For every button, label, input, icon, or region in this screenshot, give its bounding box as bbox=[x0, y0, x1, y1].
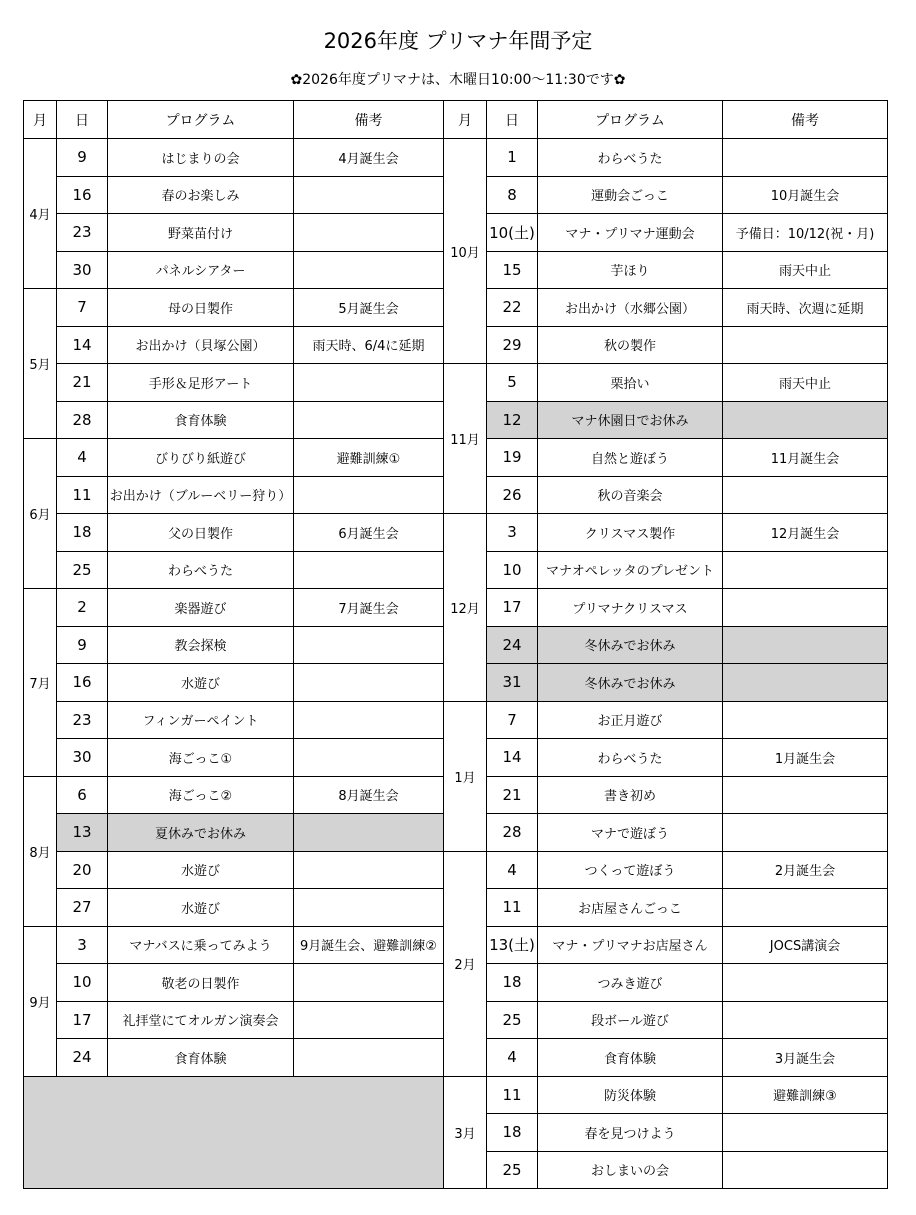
day-cell: 25 bbox=[487, 1151, 538, 1189]
day-cell: 7 bbox=[57, 289, 108, 327]
note-cell bbox=[294, 701, 444, 739]
day-cell: 11 bbox=[487, 889, 538, 927]
note-cell: 11月誕生会 bbox=[723, 439, 888, 477]
program-cell: 教会探検 bbox=[108, 626, 294, 664]
day-cell: 4 bbox=[487, 851, 538, 889]
program-cell: お出かけ（水郷公園） bbox=[538, 289, 723, 327]
program-cell: 水遊び bbox=[108, 889, 294, 927]
day-cell: 10 bbox=[487, 551, 538, 589]
day-cell: 12 bbox=[487, 401, 538, 439]
note-cell: 6月誕生会 bbox=[294, 514, 444, 552]
month-cell: 9月 bbox=[24, 926, 57, 1076]
month-cell: 2月 bbox=[444, 851, 487, 1076]
annual-schedule-table bbox=[23, 100, 888, 1189]
day-cell: 26 bbox=[487, 476, 538, 514]
program-cell: 母の日製作 bbox=[108, 289, 294, 327]
day-cell: 16 bbox=[57, 664, 108, 702]
note-cell bbox=[294, 476, 444, 514]
note-cell bbox=[294, 889, 444, 927]
day-cell: 28 bbox=[487, 814, 538, 852]
program-cell: 防災体験 bbox=[538, 1076, 723, 1114]
program-cell: フィンガーペイント bbox=[108, 701, 294, 739]
note-cell bbox=[294, 401, 444, 439]
program-cell: おしまいの会 bbox=[538, 1151, 723, 1189]
day-cell: 18 bbox=[57, 514, 108, 552]
day-cell: 23 bbox=[57, 214, 108, 252]
program-cell: パネルシアター bbox=[108, 251, 294, 289]
program-cell: 父の日製作 bbox=[108, 514, 294, 552]
note-cell: 8月誕生会 bbox=[294, 776, 444, 814]
program-cell: 礼拝堂にてオルガン演奏会 bbox=[108, 1001, 294, 1039]
month-cell: 8月 bbox=[24, 776, 57, 926]
day-cell: 17 bbox=[57, 1001, 108, 1039]
program-cell: 春を見つけよう bbox=[538, 1114, 723, 1152]
note-cell: 4月誕生会 bbox=[294, 139, 444, 177]
day-cell: 7 bbox=[487, 701, 538, 739]
month-cell: 6月 bbox=[24, 439, 57, 589]
day-cell: 14 bbox=[487, 739, 538, 777]
program-cell: お店屋さんごっこ bbox=[538, 889, 723, 927]
day-cell: 10 bbox=[57, 964, 108, 1002]
program-cell: 海ごっこ① bbox=[108, 739, 294, 777]
day-cell: 13 bbox=[57, 814, 108, 852]
day-cell: 3 bbox=[57, 926, 108, 964]
month-cell: 7月 bbox=[24, 589, 57, 777]
note-cell bbox=[294, 814, 444, 852]
day-cell: 30 bbox=[57, 251, 108, 289]
program-cell: お正月遊び bbox=[538, 701, 723, 739]
note-cell: 雨天時、6/4に延期 bbox=[294, 326, 444, 364]
day-cell: 25 bbox=[487, 1001, 538, 1039]
program-cell: 書き初め bbox=[538, 776, 723, 814]
page-title: 2026年度 プリマナ年間予定 bbox=[323, 29, 593, 53]
program-cell: マナで遊ぼう bbox=[538, 814, 723, 852]
note-cell bbox=[723, 551, 888, 589]
program-cell: 芋ほり bbox=[538, 251, 723, 289]
header-day: 日 bbox=[487, 101, 538, 139]
note-cell bbox=[723, 1114, 888, 1152]
note-cell bbox=[294, 251, 444, 289]
header-note: 備考 bbox=[723, 101, 888, 139]
month-cell: 4月 bbox=[24, 139, 57, 289]
note-cell bbox=[723, 1151, 888, 1189]
program-cell: 野菜苗付け bbox=[108, 214, 294, 252]
program-cell: 春のお楽しみ bbox=[108, 176, 294, 214]
header-note: 備考 bbox=[294, 101, 444, 139]
program-cell: 秋の製作 bbox=[538, 326, 723, 364]
program-cell: 手形＆足形アート bbox=[108, 364, 294, 402]
program-cell: クリスマス製作 bbox=[538, 514, 723, 552]
program-cell: 海ごっこ② bbox=[108, 776, 294, 814]
program-cell: 食育体験 bbox=[538, 1039, 723, 1077]
day-cell: 24 bbox=[487, 626, 538, 664]
note-cell: 12月誕生会 bbox=[723, 514, 888, 552]
day-cell: 17 bbox=[487, 589, 538, 627]
program-cell: 冬休みでお休み bbox=[538, 664, 723, 702]
day-cell: 4 bbox=[487, 1039, 538, 1077]
program-cell: マナオペレッタのプレゼント bbox=[538, 551, 723, 589]
table-row bbox=[24, 364, 888, 402]
month-cell: 11月 bbox=[444, 364, 487, 514]
note-cell: 9月誕生会、避難訓練② bbox=[294, 926, 444, 964]
note-cell: 雨天時、次週に延期 bbox=[723, 289, 888, 327]
header-month: 月 bbox=[444, 101, 487, 139]
day-cell: 28 bbox=[57, 401, 108, 439]
note-cell bbox=[723, 776, 888, 814]
note-cell bbox=[294, 964, 444, 1002]
day-cell: 3 bbox=[487, 514, 538, 552]
program-cell: はじまりの会 bbox=[108, 139, 294, 177]
program-cell: 段ボール遊び bbox=[538, 1001, 723, 1039]
note-cell: 雨天中止 bbox=[723, 251, 888, 289]
program-cell: びりびり紙遊び bbox=[108, 439, 294, 477]
program-cell: 敬老の日製作 bbox=[108, 964, 294, 1002]
program-cell: わらべうた bbox=[538, 139, 723, 177]
month-cell: 3月 bbox=[444, 1076, 487, 1189]
note-cell bbox=[723, 701, 888, 739]
table-row bbox=[24, 701, 888, 739]
day-cell: 9 bbox=[57, 139, 108, 177]
day-cell: 14 bbox=[57, 326, 108, 364]
note-cell: 雨天中止 bbox=[723, 364, 888, 402]
note-cell: JOCS講演会 bbox=[723, 926, 888, 964]
note-cell: 10月誕生会 bbox=[723, 176, 888, 214]
month-cell: 5月 bbox=[24, 289, 57, 439]
month-cell: 10月 bbox=[444, 139, 487, 364]
note-cell bbox=[723, 964, 888, 1002]
header-program: プログラム bbox=[108, 101, 294, 139]
note-cell bbox=[723, 626, 888, 664]
day-cell: 4 bbox=[57, 439, 108, 477]
header-program: プログラム bbox=[538, 101, 723, 139]
note-cell bbox=[294, 851, 444, 889]
note-cell bbox=[723, 889, 888, 927]
day-cell: 6 bbox=[57, 776, 108, 814]
note-cell: 予備日：10/12(祝・月) bbox=[723, 214, 888, 252]
note-cell bbox=[294, 739, 444, 777]
day-cell: 9 bbox=[57, 626, 108, 664]
day-cell: 10(土) bbox=[487, 214, 538, 252]
program-cell: 食育体験 bbox=[108, 1039, 294, 1077]
note-cell bbox=[723, 589, 888, 627]
program-cell: プリマナクリスマス bbox=[538, 589, 723, 627]
empty-gray-block bbox=[24, 1076, 444, 1189]
note-cell bbox=[723, 1001, 888, 1039]
day-cell: 13(土) bbox=[487, 926, 538, 964]
day-cell: 11 bbox=[487, 1076, 538, 1114]
note-cell bbox=[294, 214, 444, 252]
program-cell: マナバスに乗ってみよう bbox=[108, 926, 294, 964]
note-cell bbox=[723, 139, 888, 177]
header-month: 月 bbox=[24, 101, 57, 139]
day-cell: 8 bbox=[487, 176, 538, 214]
day-cell: 21 bbox=[57, 364, 108, 402]
program-cell: 運動会ごっこ bbox=[538, 176, 723, 214]
month-cell: 1月 bbox=[444, 701, 487, 851]
note-cell bbox=[723, 476, 888, 514]
note-cell bbox=[294, 364, 444, 402]
day-cell: 23 bbox=[57, 701, 108, 739]
note-cell: 1月誕生会 bbox=[723, 739, 888, 777]
note-cell bbox=[723, 326, 888, 364]
program-cell: 秋の音楽会 bbox=[538, 476, 723, 514]
table-row bbox=[24, 851, 888, 889]
note-cell bbox=[723, 664, 888, 702]
day-cell: 18 bbox=[487, 1114, 538, 1152]
note-cell bbox=[294, 551, 444, 589]
note-cell: 5月誕生会 bbox=[294, 289, 444, 327]
program-cell: 水遊び bbox=[108, 664, 294, 702]
program-cell: マナ・プリマナ運動会 bbox=[538, 214, 723, 252]
day-cell: 25 bbox=[57, 551, 108, 589]
program-cell: つみき遊び bbox=[538, 964, 723, 1002]
note-cell bbox=[294, 664, 444, 702]
table-row bbox=[24, 139, 888, 177]
program-cell: 自然と遊ぼう bbox=[538, 439, 723, 477]
note-cell bbox=[294, 176, 444, 214]
program-cell: 水遊び bbox=[108, 851, 294, 889]
header-row bbox=[24, 101, 888, 139]
program-cell: 楽器遊び bbox=[108, 589, 294, 627]
note-cell bbox=[723, 814, 888, 852]
note-cell: 7月誕生会 bbox=[294, 589, 444, 627]
day-cell: 30 bbox=[57, 739, 108, 777]
day-cell: 22 bbox=[487, 289, 538, 327]
day-cell: 31 bbox=[487, 664, 538, 702]
day-cell: 27 bbox=[57, 889, 108, 927]
day-cell: 29 bbox=[487, 326, 538, 364]
table-row bbox=[24, 1076, 888, 1114]
day-cell: 5 bbox=[487, 364, 538, 402]
program-cell: わらべうた bbox=[108, 551, 294, 589]
note-cell: 3月誕生会 bbox=[723, 1039, 888, 1077]
day-cell: 18 bbox=[487, 964, 538, 1002]
note-cell bbox=[294, 626, 444, 664]
month-cell: 12月 bbox=[444, 514, 487, 702]
day-cell: 16 bbox=[57, 176, 108, 214]
program-cell: マナ休園日でお休み bbox=[538, 401, 723, 439]
note-cell bbox=[723, 401, 888, 439]
day-cell: 20 bbox=[57, 851, 108, 889]
program-cell: 冬休みでお休み bbox=[538, 626, 723, 664]
table-row bbox=[24, 514, 888, 552]
day-cell: 19 bbox=[487, 439, 538, 477]
note-cell bbox=[294, 1039, 444, 1077]
day-cell: 2 bbox=[57, 589, 108, 627]
day-cell: 15 bbox=[487, 251, 538, 289]
note-cell: 避難訓練① bbox=[294, 439, 444, 477]
note-cell bbox=[294, 1001, 444, 1039]
page-subtitle: ✿2026年度プリマナは、木曜日10:00～11:30です✿ bbox=[290, 72, 626, 88]
program-cell: 夏休みでお休み bbox=[108, 814, 294, 852]
note-cell: 2月誕生会 bbox=[723, 851, 888, 889]
program-cell: つくって遊ぼう bbox=[538, 851, 723, 889]
day-cell: 11 bbox=[57, 476, 108, 514]
header-day: 日 bbox=[57, 101, 108, 139]
program-cell: わらべうた bbox=[538, 739, 723, 777]
program-cell: 食育体験 bbox=[108, 401, 294, 439]
day-cell: 21 bbox=[487, 776, 538, 814]
program-cell: お出かけ（ブルーベリー狩り） bbox=[108, 476, 294, 514]
note-cell: 避難訓練③ bbox=[723, 1076, 888, 1114]
day-cell: 24 bbox=[57, 1039, 108, 1077]
program-cell: マナ・プリマナお店屋さん bbox=[538, 926, 723, 964]
day-cell: 1 bbox=[487, 139, 538, 177]
program-cell: お出かけ（貝塚公園） bbox=[108, 326, 294, 364]
program-cell: 栗拾い bbox=[538, 364, 723, 402]
